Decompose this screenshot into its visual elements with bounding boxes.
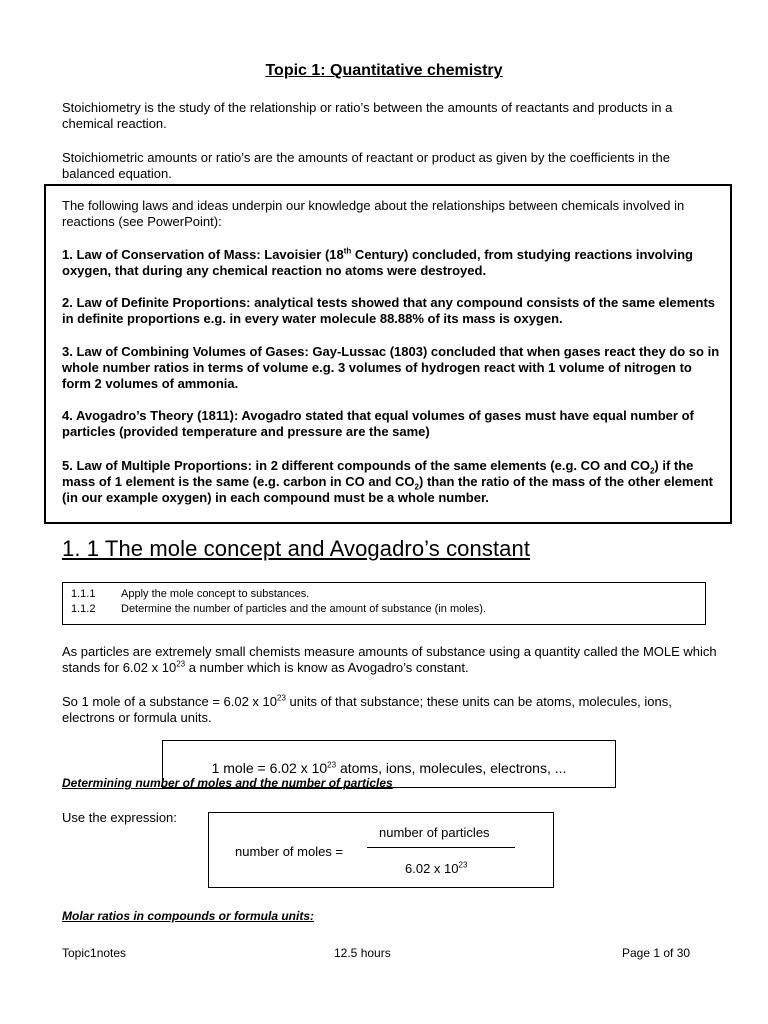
law-1 [62, 247, 722, 279]
objective-row [71, 587, 705, 602]
footer-duration: 12.5 hours [334, 946, 391, 960]
formula-denominator [405, 861, 467, 876]
law-1-text-a: 1. Law of Conservation of Mass: Lavoisier (18 [62, 247, 344, 262]
law-4: 4. Avogadro’s Theory (1811): Avogadro stated that equal volumes of gases must have equal number of particles (provided temperature and pressure are the same) [62, 408, 694, 439]
subheading-moles-particles: Determining number of moles and the number of particles [62, 776, 393, 790]
law-5 [62, 458, 722, 506]
law-2: 2. Law of Definite Proportions: analytical tests showed that any compound consists of the same elements in definite proportions e.g. in every water molecule 88.88% of its mass is oxygen. [62, 295, 716, 326]
mole-paragraph-2 [62, 694, 722, 726]
formula-lhs: number of moles = [235, 844, 344, 859]
objective-row [71, 602, 705, 617]
mole-p2-text-b: units of that substance; these units can be atoms, molecules, ions, electrons or formula units. [62, 694, 672, 725]
law-5-text-b: ) if the mass of 1 element is the same (e.g. carbon in CO and CO [62, 458, 694, 489]
mole-box-superscript: 23 [327, 760, 337, 770]
formula-box [208, 812, 554, 888]
mole-paragraph-1 [62, 644, 722, 676]
law-5-subscript-1: 2 [649, 466, 655, 476]
law-1-superscript: th [343, 246, 352, 256]
formula-denominator-text: 6.02 x 10 [405, 861, 459, 876]
fraction-bar [367, 847, 515, 848]
objective-number: 1.1.2 [71, 603, 96, 615]
law-5-subscript-2: 2 [414, 482, 419, 492]
intro-paragraph-1: Stoichiometry is the study of the relationship or ratio’s between the amounts of reactants and products in a chemical reaction. [62, 100, 673, 131]
mole-box-text-b: atoms, ions, molecules, electrons, ... [336, 760, 567, 776]
formula-denominator-superscript: 23 [458, 860, 468, 870]
law-5-text-c: ) than the ratio of the mass of the other element (in our example oxygen) in each compound must be a whole number. [62, 474, 713, 505]
objective-text: Apply the mole concept to substances. [121, 588, 310, 600]
subheading-molar-ratios: Molar ratios in compounds or formula units: [62, 909, 315, 923]
mole-p1-superscript: 23 [176, 659, 186, 669]
mole-p2-text-a: So 1 mole of a substance = 6.02 x 10 [62, 694, 278, 709]
law-3: 3. Law of Combining Volumes of Gases: Gay-Lussac (1803) concluded that when gases react they do so in whole number ratios in terms of volume e.g. 3 volumes of hydrogen react with 1 volume of nitrogen to form 2 volumes of ammonia. [62, 344, 720, 391]
footer-page-number: Page 1 of 30 [622, 946, 691, 960]
intro-paragraph-2: Stoichiometric amounts or ratio’s are the amounts of reactant or product as given by the coefficients in the balanced equation. [62, 150, 670, 181]
mole-p1-text-b: a number which is know as Avogadro’s constant. [185, 660, 469, 675]
laws-box [44, 184, 732, 524]
formula-numerator: number of particles [379, 825, 490, 840]
law-5-text-a: 5. Law of Multiple Proportions: in 2 different compounds of the same elements (e.g. CO and CO [62, 458, 650, 473]
law-1-text-b: Century) concluded, from studying reactions involving oxygen, that during any chemical reaction no atoms were destroyed. [62, 247, 693, 278]
expression-label: Use the expression: [62, 810, 177, 825]
page-title: Topic 1: Quantitative chemistry [265, 62, 503, 79]
objective-text: Determine the number of particles and the amount of substance (in moles). [121, 603, 487, 615]
section-heading: 1. 1 The mole concept and Avogadro’s constant [62, 536, 531, 561]
mole-p2-superscript: 23 [277, 693, 286, 703]
mole-p1-text-a: As particles are extremely small chemists measure amounts of substance using a quantity called the MOLE which stands for 6.02 x 10 [62, 644, 717, 675]
laws-intro: The following laws and ideas underpin our knowledge about the relationships between chemicals involved in reactions (see PowerPoint): [62, 198, 685, 229]
objective-number: 1.1.1 [71, 588, 96, 600]
objectives-box [62, 582, 706, 625]
footer-filename: Topic1notes [62, 946, 127, 960]
mole-box-text-a: 1 mole = 6.02 x 10 [211, 760, 328, 776]
